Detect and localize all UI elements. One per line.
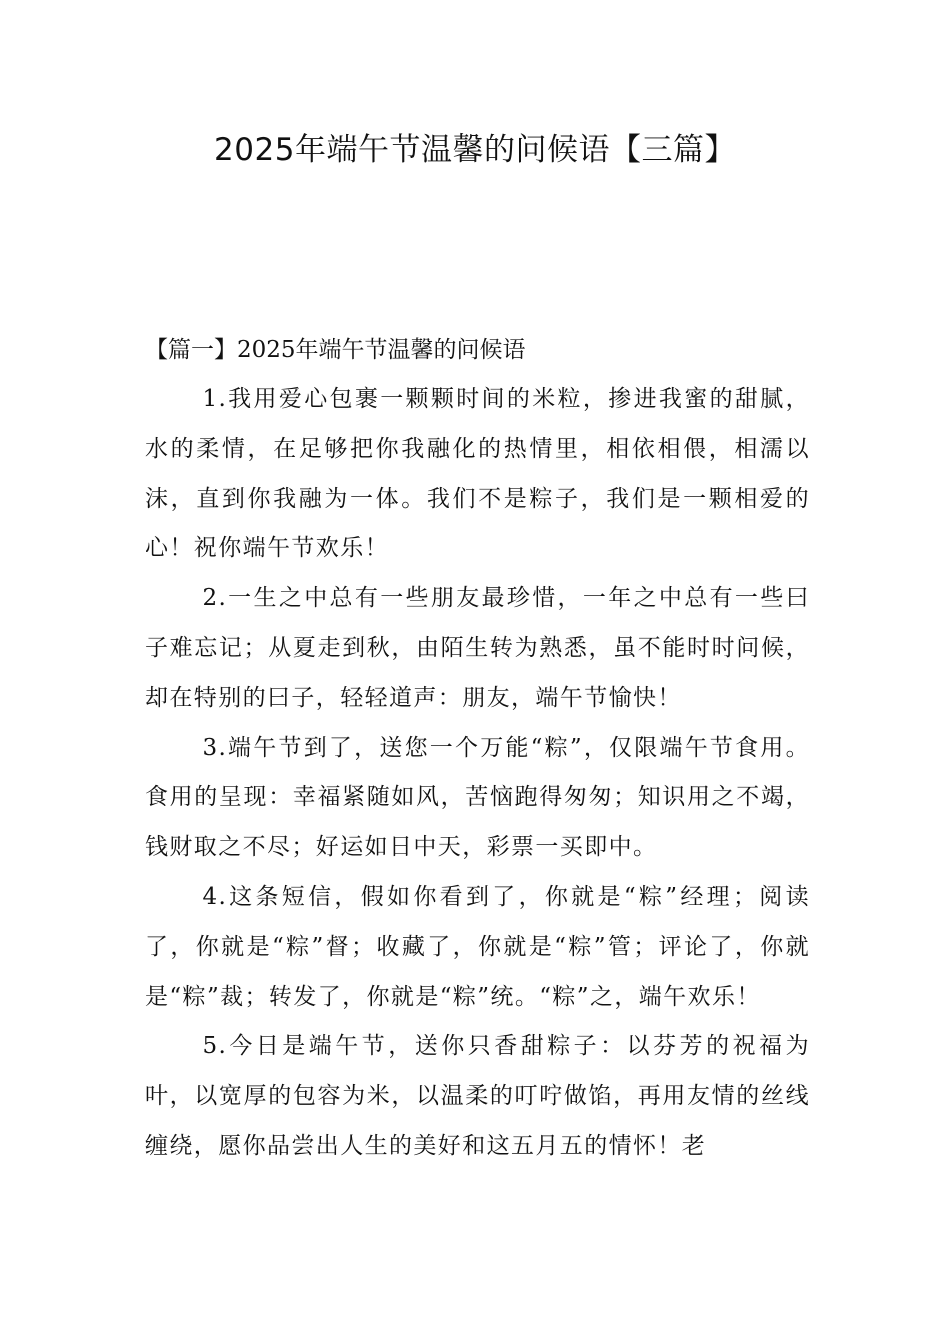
paragraph-3: 3.端午节到了，送您一个万能“粽”，仅限端午节食用。食用的呈现：幸福紧随如风，苦恼跑得匆匆；知识用之不竭，钱财取之不尽；好运如日中天，彩票一买即中。 <box>145 734 810 861</box>
paragraph-1: 1.我用爱心包裹一颗颗时间的米粒，掺进我蜜的甜腻，水的柔情，在足够把你我融化的热情里，相依相偎，相濡以沫，直到你我融为一体。我们不是粽子，我们是一颗相爱的心！祝你端午节欢乐！ <box>145 386 810 562</box>
paragraph-5: 5.今日是端午节，送你只香甜粽子：以芬芳的祝福为叶，以宽厚的包容为米，以温柔的叮咛做馅，再用友情的丝线缠绕，愿你品尝出人生的美好和这五月五的情怀！老 <box>145 1033 810 1159</box>
document-body <box>145 326 810 1172</box>
paragraph-2: 2.一生之中总有一些朋友最珍惜，一年之中总有一些曰子难忘记；从夏走到秋，由陌生转为熟悉，虽不能时时问候，却在特别的曰子，轻轻道声：朋友，端午节愉快！ <box>145 585 810 711</box>
document-title: 2025年端午节温馨的问候语【三篇】 <box>214 132 736 168</box>
paragraph-4: 4.这条短信，假如你看到了，你就是“粽”经理；阅读了，你就是“粽”督；收藏了，你就是“粽”管；评论了，你就是“粽”裁；转发了，你就是“粽”统。“粽”之，端午欢乐！ <box>145 883 810 1010</box>
section-heading: 【篇一】2025年端午节温馨的问候语 <box>145 337 526 363</box>
